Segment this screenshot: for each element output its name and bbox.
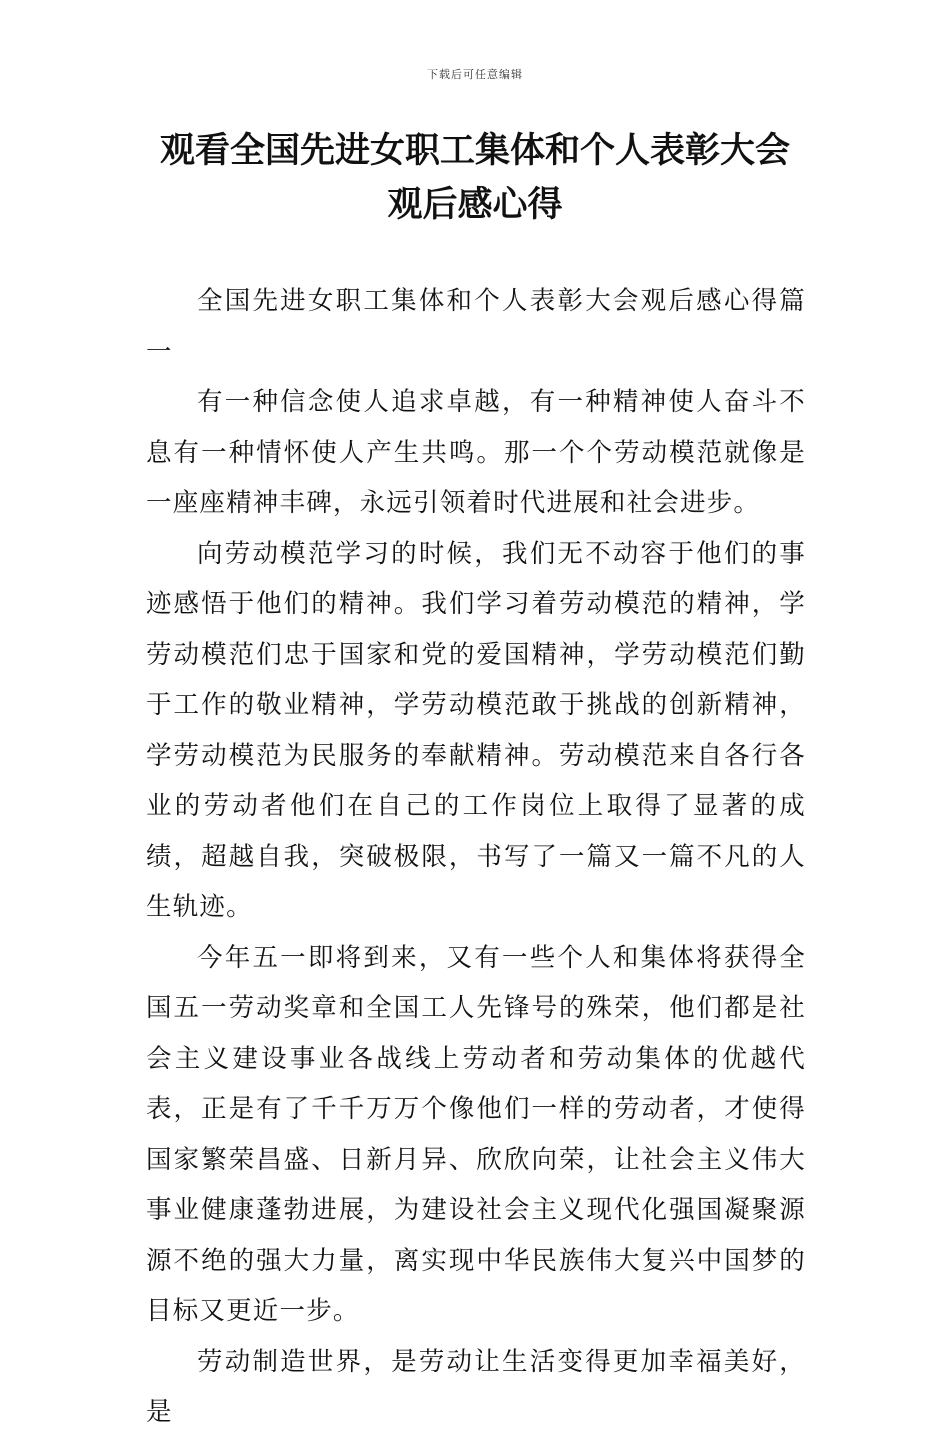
paragraph-subtitle: 全国先进女职工集体和个人表彰大会观后感心得篇一 xyxy=(146,286,806,367)
header-note: 下载后可任意编辑 xyxy=(427,68,523,81)
paragraph: 向劳动模范学习的时候，我们无不动容于他们的事迹感悟于他们的精神。我们学习着劳动模范的精神，学劳动模范们忠于国家和党的爱国精神，学劳动模范们勤于工作的敬业精神，学劳动模范敢于挑战的创新精神，学劳动模范为民服务的奉献精神。劳动模范来自各行各业的劳动者他们在自己的工作岗位上取得了显著的成绩，超越自我，突破极限，书写了一篇又一篇不凡的人生轨迹。 xyxy=(146,538,806,922)
document-title-line-1: 观看全国先进女职工集体和个人表彰大会 xyxy=(159,131,790,171)
document-title xyxy=(60,124,890,232)
document-body xyxy=(146,276,806,1438)
paragraph: 有一种信念使人追求卓越，有一种精神使人奋斗不息有一种情怀使人产生共鸣。那一个个劳动模范就像是一座座精神丰碑，永远引领着时代进展和社会进步。 xyxy=(146,387,806,518)
paragraph: 今年五一即将到来，又有一些个人和集体将获得全国五一劳动奖章和全国工人先锋号的殊荣，他们都是社会主义建设事业各战线上劳动者和劳动集体的优越代表，正是有了千千万万个像他们一样的劳动者，才使得国家繁荣昌盛、日新月异、欣欣向荣，让社会主义伟大事业健康蓬勃进展，为建设社会主义现代化强国凝聚源源不绝的强大力量，离实现中华民族伟大复兴中国梦的目标又更近一步。 xyxy=(146,942,806,1326)
document-title-line-2: 观后感心得 xyxy=(387,185,563,225)
paragraph: 劳动制造世界，是劳动让生活变得更加幸福美好，是 xyxy=(146,1346,806,1427)
